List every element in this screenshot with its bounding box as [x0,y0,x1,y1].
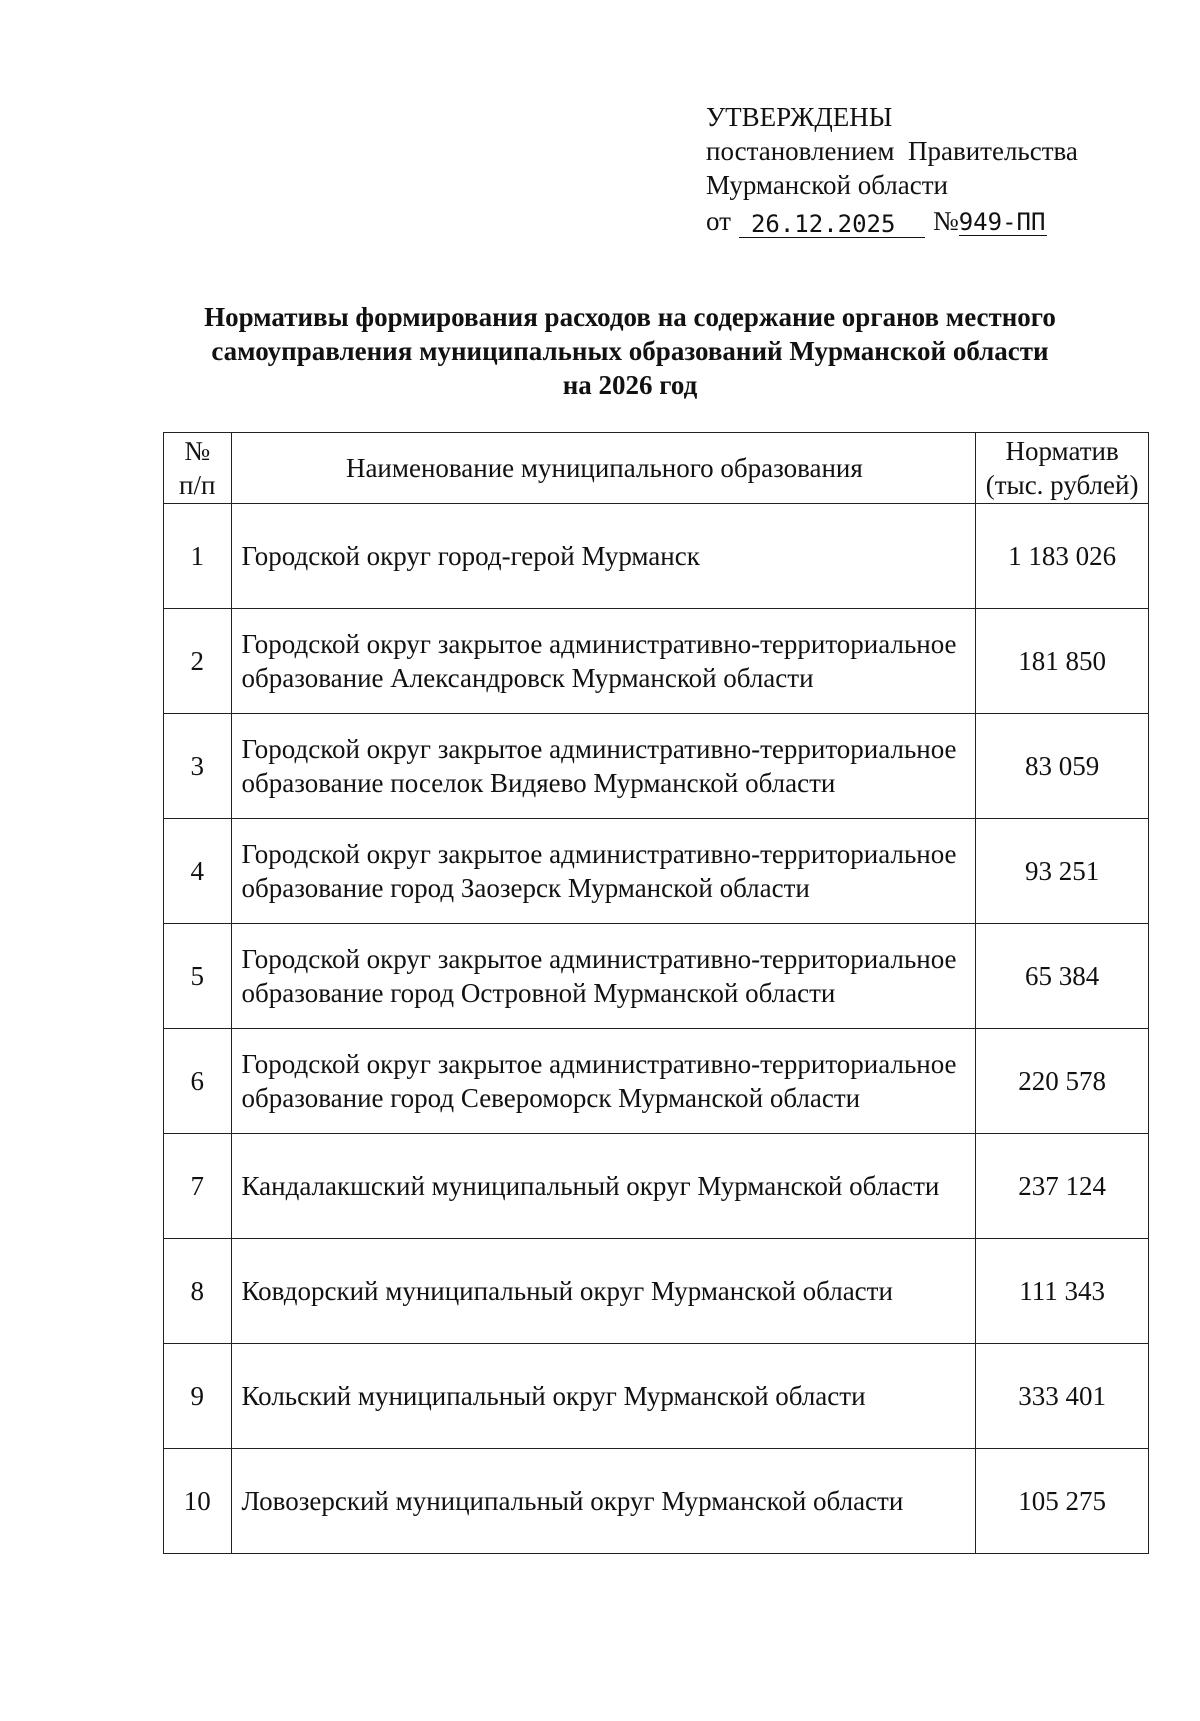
table-row [164,1029,1149,1134]
row-name: Городской округ закрытое административно-территориальное образование поселок Видяево Мурманской области [231,714,976,819]
row-name: Городской округ закрытое административно-территориальное образование Александровск Мурманской области [231,609,976,714]
table-row [164,504,1149,609]
row-num: 7 [164,1134,232,1239]
row-num: 1 [164,504,232,609]
row-value: 237 124 [976,1134,1149,1239]
row-num: 3 [164,714,232,819]
number-sign [933,204,1047,238]
header-name: Наименование муниципального образования [231,433,976,504]
row-value: 1 183 026 [976,504,1149,609]
row-num: 2 [164,609,232,714]
resolution-number: 949-ПП [958,208,1046,236]
row-value: 105 275 [976,1449,1149,1554]
row-name: Кандалакшский муниципальный округ Мурманской области [231,1134,976,1239]
row-value: 181 850 [976,609,1149,714]
row-value: 111 343 [976,1239,1149,1344]
row-name: Городской округ закрытое административно-территориальное образование город Североморск Мурманской области [231,1029,976,1134]
header-num [164,433,232,504]
row-value: 333 401 [976,1344,1149,1449]
row-value: 220 578 [976,1029,1149,1134]
row-name: Ковдорский муниципальный округ Мурманской области [231,1239,976,1344]
row-name: Городской округ закрытое административно-территориальное образование город Заозерск Мурманской области [231,819,976,924]
table-row [164,1239,1149,1344]
row-name: Кольский муниципальный округ Мурманской области [231,1344,976,1449]
approval-heading: УТВЕРЖДЕНЫ [706,102,893,132]
number-sign-glyph: № [932,206,959,236]
resolution-date: 26.12.2025 [739,211,925,238]
row-num: 6 [164,1029,232,1134]
header-num-line2: п/п [179,470,216,500]
title-line-1: Нормативы формирования расходов на содержание органов местного [204,302,1056,332]
row-name: Ловозерский муниципальный округ Мурманской области [231,1449,976,1554]
row-num: 9 [164,1344,232,1449]
table-row [164,1344,1149,1449]
header-value-line2: (тыс. рублей) [985,470,1139,500]
row-num: 10 [164,1449,232,1554]
approval-line-region: Мурманской области [706,170,948,200]
row-name: Городской округ закрытое административно-территориальное образование город Островной Мурманской области [231,924,976,1029]
table-row [164,609,1149,714]
title-line-2: самоуправления муниципальных образований Мурманской области [211,336,1049,366]
row-name: Городской округ город-герой Мурманск [231,504,976,609]
row-value: 65 384 [976,924,1149,1029]
document-title [150,300,1110,402]
header-value-line1: Норматив [1005,436,1119,466]
table-row [164,1134,1149,1239]
table-row [164,1449,1149,1554]
table-row [164,714,1149,819]
header-num-line1: № [184,436,211,466]
row-num: 4 [164,819,232,924]
row-num: 5 [164,924,232,1029]
row-value: 93 251 [976,819,1149,924]
row-value: 83 059 [976,714,1149,819]
approval-date-line [706,204,1078,238]
date-prefix: от [706,206,731,236]
table-row [164,924,1149,1029]
approval-block [706,100,1078,238]
table-header-row [164,433,1149,504]
row-num: 8 [164,1239,232,1344]
approval-line-resolution: постановлением Правительства [706,136,1078,166]
header-value [976,433,1149,504]
norms-table [163,432,1149,1554]
table-row [164,819,1149,924]
title-line-3: на 2026 год [562,370,698,400]
